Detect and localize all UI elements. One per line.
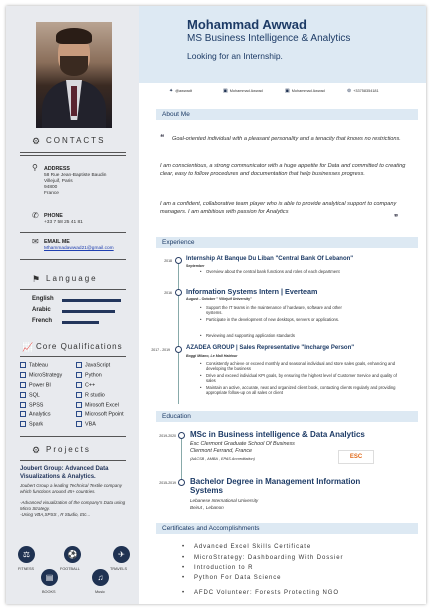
social-twitter[interactable]: ✦ @awwadt: [169, 88, 192, 94]
fitness-icon: ⚖: [18, 546, 35, 563]
about-paragraph: I am a confident, collaborative team player who is able to provide analytical support to company managers. I am ambitious with passion for Analytics: [160, 201, 397, 215]
timeline-line: [181, 436, 182, 481]
divider: [20, 436, 126, 437]
email-label: EMAIL ME: [44, 239, 70, 245]
phone-label: PHONE: [44, 213, 63, 219]
qualification-item: JavaScript: [76, 362, 110, 368]
degree-title: MSc in Business intelligence & Data Analytics: [190, 430, 365, 439]
language-english: English: [32, 296, 54, 302]
projects-heading: ⚙ Projects: [32, 445, 91, 455]
social-facebook[interactable]: ▣ Mohammad Awwad: [223, 88, 263, 94]
header: [139, 6, 426, 83]
project-description: -Advanced visualization of the company's Data using Micro Strategy.: [20, 500, 126, 511]
address-label: ADDRESS: [44, 166, 70, 172]
timeline-dot: [178, 479, 185, 486]
divider: [20, 289, 126, 290]
project-description: Joubert Group a leading Technical Textile company which functions around 45+ countries.: [20, 483, 122, 494]
email-link[interactable]: Mhammadawwad21@gmail.com: [44, 246, 114, 251]
phone-value: +33 7 58 25 41 81: [44, 220, 83, 225]
qualification-item: SPSS: [20, 402, 43, 408]
job-title: MS Business Intelligence & Analytics: [187, 33, 351, 44]
job-bullet: • Drive and exceed individual KPI goals, by ensuring the highest level of Customer Service and quality of sales: [206, 373, 406, 383]
settings-icon: ⚙: [32, 136, 43, 146]
qualification-item: Power BI: [20, 382, 51, 388]
language-level-bar: [62, 310, 115, 313]
qualifications-heading: 📈 Core Qualifications: [22, 342, 123, 352]
divider: [20, 259, 126, 260]
contacts-heading: ⚙ CONTACTS: [32, 136, 106, 146]
football-icon: ⚽: [64, 546, 81, 563]
flag-icon: ⚑: [32, 274, 43, 284]
divider: [20, 356, 126, 357]
about-heading: About Me: [156, 109, 418, 120]
social-skype[interactable]: ⊚ +33758354181: [347, 88, 379, 94]
timeline-line: [178, 262, 179, 404]
divider: [20, 460, 126, 461]
job-bullet: • Participate in the development of new desktops, servers or applications.: [206, 317, 356, 322]
esc-logo: ESC: [338, 450, 374, 464]
qualification-item: R studio: [76, 392, 105, 398]
full-name: Mohammad Awwad: [187, 17, 307, 32]
book-icon: ▤: [41, 569, 58, 586]
school-location: Clermont Ferrand, France: [190, 448, 253, 454]
qualification-item: Tableau: [20, 362, 48, 368]
social-bar: [139, 86, 426, 96]
linkedin-icon: ▣: [285, 88, 290, 94]
qualification-item: VBA: [76, 421, 96, 427]
divider: [20, 152, 126, 153]
project-description: -Using VBA,SPSS , R Studio, Etc...: [20, 512, 91, 517]
language-heading: ⚑ Language: [32, 274, 98, 284]
school-name: Lebanese International University: [190, 498, 259, 503]
facebook-icon: ▣: [223, 88, 228, 94]
certificate-item: • Advanced Excel Skills Certificate: [194, 544, 311, 550]
education-heading: Education: [156, 411, 418, 422]
certificate-item: • Introduction to R: [194, 565, 253, 571]
certificate-item: • Python For Data Science: [194, 575, 281, 581]
cv-page: ⚙ CONTACTS ⚲ ADDRESS 58 Rue Jean-Baptiste Baudin Villejuif, Paris 94800 France ✆ PHONE +33 7 58 25 41 81 ✉ EMAIL ME Mhammadawwad21@gmail.com ⚑ Language English Arabic French 📈 Core Qualifications Tableau MicroStrategy Power BI SQL SPSS Analytics Spark JavaScript Python C++ R studio Mirosoft Excel Microsoft Ppoint VBA ⚙ Projects Joubert Group: Advanced Data Visualizations & Analytics. Joubert Group a leading Technical Textile company which functions around 45+ countries. -Advanced visualization of the company's Data using Micro Strategy. -Using VBA,SPSS , R Studio, Etc... ⚖ FITNESS ⚽ FOOTBALL ✈ TRAVELS ▤ BOOKS ♫ Music Mohammad Awwad MS Business Intelligence & Analytics Looking for an Internship. ✦ @awwadt ▣ Mohammad Awwad ▣ Mohammad Awwad ⊚ +33758354181 About Me ❝ Goal-oriented individual with a pleasant personality and a tenacity that knows no restrictions. I am conscientious, a strong communicator with a huge appetite for Data and committed to creating clear, easy to follow procedures and documentation that help businesses progress. I am a confident, collaborative team player who is able to provide analytical support to company managers. I am ambitious with passion for Analytics ❞ Experience 2018 Internship At Banque Du Liban "Central Bank Of Lebanon" September • Overview about the central bank functions and roles of each department 2016 Information Systems Intern | Everteam August - October " Villejuif University" • Support the IT teams in the maintenance of hardware, software and other systems. • Participate in the development of new desktops, servers or applications. • Reviewing and supporting application standards 2017 - 2019 AZADEA GROUP | Sales Representative "Incharge Person" Boggi Milano, Le Mall Habtour • Consistently achieve or exceed monthly and seasonal individual and store sales goals, enhancing and developing the business • Drive and exceed individual KPI goals, by ensuring the highest level of Customer Service and quality of sales • Maintain an active, accurate, neat and organized client book, contacting clients regularly and providing appropriate follow-up on all sales or client Education 2019-2020 MSc in Business intelligence & Data Analytics Esc Clermont Graduate School Of Business Clermont Ferrand, France (AACSB , AMBA , EPAS Accreditation) ESC 2015-2019 Bachelor Degree in Management Information Systems Lebanese International University Beirut , Lebanon Certificates and Accomplishments • Advanced Excel Skills Certificate • MicroStrategy: Dashboarding With Dossier • Introduction to R • Python For Data Science • AFDC Volunteer: Forests Protecting NGO: [6, 6, 426, 604]
qualification-item: Analytics: [20, 411, 51, 417]
job-bullet: • Reviewing and supporting application standards: [206, 333, 356, 338]
certificate-item: • MicroStrategy: Dashboarding With Dossier: [194, 555, 343, 561]
language-french: French: [32, 318, 53, 324]
address-value: 58 Rue Jean-Baptiste Baudin Villejuif, Paris 94800 France: [44, 173, 107, 196]
job-bullet: • Consistently achieve or exceed monthly and seasonal individual and store sales goals, enhancing and developing the business: [206, 361, 406, 371]
job-title: Information Systems Intern | Everteam: [186, 287, 318, 296]
school-name: Esc Clermont Graduate School Of Business: [190, 441, 295, 447]
objective: Looking for an Internship.: [187, 51, 283, 61]
job-title: AZADEA GROUP | Sales Representative "Incharge Person": [186, 345, 355, 351]
quote-close-icon: ❞: [394, 213, 399, 222]
qualification-item: Python: [76, 372, 102, 378]
skype-icon: ⊚: [347, 88, 352, 94]
language-arabic: Arabic: [32, 307, 51, 313]
about-paragraph: I am conscientious, a strong communicator with a huge appetite for Data and committed to creating clear, easy to follow procedures and documentation that help businesses progress.: [160, 163, 406, 177]
timeline-dot: [175, 346, 182, 353]
divider: [20, 155, 126, 156]
accreditation-note: (AACSB , AMBA , EPAS Accreditation): [190, 457, 255, 461]
degree-title: Bachelor Degree in Management Information Systems: [190, 477, 361, 495]
music-icon: ♫: [92, 569, 109, 586]
sidebar: ⚙ CONTACTS ⚲ ADDRESS 58 Rue Jean-Baptiste Baudin Villejuif, Paris 94800 France ✆ PHONE +33 7 58 25 41 81 ✉ EMAIL ME Mhammadawwad21@gmail.com ⚑ Language English Arabic French 📈 Core Qualifications Tableau MicroStrategy Power BI SQL SPSS Analytics Spark JavaScript Python C++ R studio Mirosoft Excel Microsoft Ppoint VBA ⚙ Projects Joubert Group: Advanced Data Visualizations & Analytics. Joubert Group a leading Technical Textile company which functions around 45+ countries. -Advanced visualization of the company's Data using Micro Strategy. -Using VBA,SPSS , R Studio, Etc... ⚖ FITNESS ⚽ FOOTBALL ✈ TRAVELS ▤ BOOKS ♫ Music: [6, 6, 139, 604]
timeline-dot: [175, 257, 182, 264]
mail-icon: ✉: [32, 237, 39, 246]
school-location: Beirut , Lebanon: [190, 505, 224, 510]
job-bullet: • Maintain an active, accurate, neat and organized client book, contacting clients regularly and providing appropriate follow-up on all sales or client: [206, 385, 406, 395]
job-period: August - October " Villejuif University": [186, 297, 252, 301]
twitter-icon: ✦: [169, 88, 174, 94]
about-paragraph: Goal-oriented individual with a pleasant personality and a tenacity that knows no restrictions.: [172, 136, 401, 142]
job-title: Internship At Banque Du Liban "Central Bank Of Lebanon": [186, 256, 354, 262]
travel-icon: ✈: [113, 546, 130, 563]
job-period: Boggi Milano, Le Mall Habtour: [186, 354, 238, 358]
qualification-item: Microsoft Ppoint: [76, 411, 124, 417]
timeline-dot: [178, 432, 185, 439]
qualification-item: Mirosoft Excel: [76, 402, 119, 408]
experience-heading: Experience: [156, 237, 418, 248]
chart-icon: 📈: [22, 342, 36, 352]
job-bullet: • Overview about the central bank functions and roles of each department: [206, 269, 406, 274]
certificate-item: • AFDC Volunteer: Forests Protecting NGO: [194, 590, 339, 596]
divider: [20, 232, 126, 233]
project-title: Joubert Group: Advanced Data Visualizations & Analytics.: [20, 466, 109, 480]
qualification-item: C++: [76, 382, 95, 388]
location-pin-icon: ⚲: [32, 163, 38, 172]
quote-open-icon: ❝: [160, 133, 165, 142]
social-linkedin[interactable]: ▣ Mohammad Awwad: [285, 88, 325, 94]
phone-icon: ✆: [32, 211, 39, 220]
language-level-bar: [62, 299, 121, 302]
job-bullet: • Support the IT teams in the maintenance of hardware, software and other systems.: [206, 305, 356, 315]
qualification-item: SQL: [20, 392, 40, 398]
language-level-bar: [62, 321, 99, 324]
settings-icon: ⚙: [32, 445, 43, 455]
qualification-item: MicroStrategy: [20, 372, 62, 378]
certificates-heading: Certificates and Accomplishments: [156, 523, 418, 534]
profile-photo: [36, 22, 112, 128]
qualification-item: Spark: [20, 421, 43, 427]
job-period: September: [186, 264, 205, 268]
timeline-dot: [175, 289, 182, 296]
